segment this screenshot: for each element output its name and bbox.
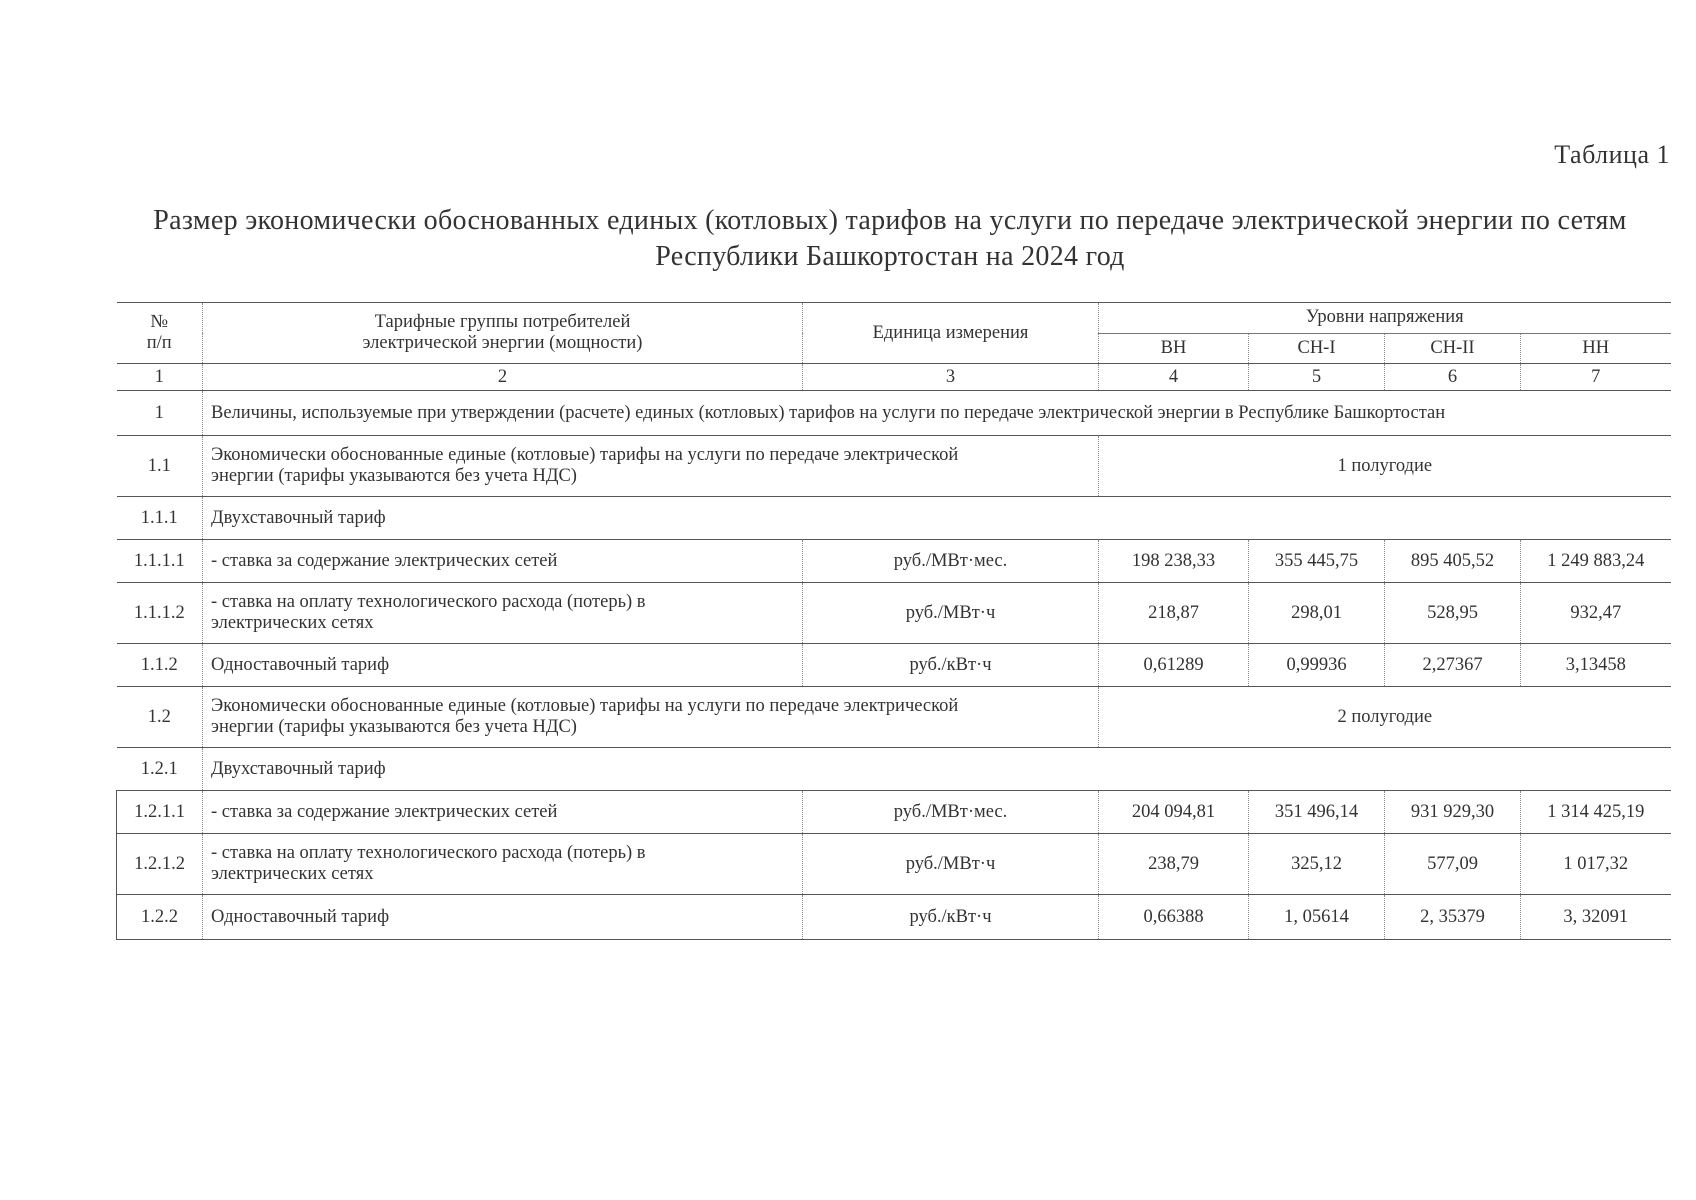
table-label: Таблица 1	[1554, 140, 1670, 169]
row-value-sn2: 577,09	[1385, 834, 1521, 895]
section-text: Величины, используемые при утверждении (расчете) единых (котловых) тарифов на услуги по передаче электрической энергии в Республике Башкортостан	[203, 391, 1671, 436]
row-value-vn: 198 238,33	[1099, 540, 1249, 583]
table-row	[117, 791, 1671, 834]
section-row	[117, 391, 1671, 436]
half-1-period: 1 полугодие	[1099, 436, 1671, 497]
header-unit: Единица измерения	[803, 303, 1099, 364]
row-text: - ставка за содержание электрических сетей	[203, 791, 803, 834]
row-value-sn2: 2, 35379	[1385, 895, 1521, 940]
row-value-sn2: 931 929,30	[1385, 791, 1521, 834]
header-groups	[203, 303, 803, 364]
row-value-vn: 0,61289	[1099, 644, 1249, 687]
row-text-line-2: электрических сетях	[211, 864, 374, 884]
row-value-sn2: 2,27367	[1385, 644, 1521, 687]
table-row	[117, 583, 1671, 644]
column-number: 4	[1099, 364, 1249, 391]
row-text: - ставка за содержание электрических сетей	[203, 540, 803, 583]
row-text: Одноставочный тариф	[203, 895, 803, 940]
half-1-two-rate-num: 1.1.1	[117, 497, 203, 540]
half-2-text	[203, 687, 1099, 748]
header-level-sn1: СН-I	[1249, 333, 1385, 364]
header-level-sn2: СН-II	[1385, 333, 1521, 364]
column-number: 5	[1249, 364, 1385, 391]
column-number: 1	[117, 364, 203, 391]
row-value-sn1: 0,99936	[1249, 644, 1385, 687]
table-row	[117, 644, 1671, 687]
row-value-nn: 1 249 883,24	[1521, 540, 1671, 583]
header-num-line-2: п/п	[146, 333, 172, 353]
row-text-line-1: - ставка на оплату технологического расхода (потерь) в	[211, 843, 646, 863]
half-2-two-rate-row	[117, 748, 1671, 791]
title-line-1: Размер экономически обоснованных единых (котловых) тарифов на услуги по передаче электрической энергии по сетям	[153, 205, 1627, 236]
half-1-two-rate-text: Двухставочный тариф	[203, 497, 1671, 540]
row-value-vn: 238,79	[1099, 834, 1249, 895]
table-row	[117, 895, 1671, 940]
row-value-vn: 204 094,81	[1099, 791, 1249, 834]
header-groups-line-1: Тарифные группы потребителей	[374, 312, 631, 332]
document-title	[110, 203, 1670, 275]
row-value-nn: 3,13458	[1521, 644, 1671, 687]
row-value-vn: 0,66388	[1099, 895, 1249, 940]
half-2-row	[117, 687, 1671, 748]
row-value-nn: 3, 32091	[1521, 895, 1671, 940]
row-unit: руб./МВт·ч	[803, 834, 1099, 895]
row-unit: руб./МВт·ч	[803, 583, 1099, 644]
row-num: 1.1.1.1	[117, 540, 203, 583]
table-row	[117, 834, 1671, 895]
row-num: 1.2.1.2	[117, 834, 203, 895]
table-row	[117, 540, 1671, 583]
row-value-sn2: 528,95	[1385, 583, 1521, 644]
row-text: Одноставочный тариф	[203, 644, 803, 687]
row-value-vn: 218,87	[1099, 583, 1249, 644]
row-num: 1.2.2	[117, 895, 203, 940]
column-number: 7	[1521, 364, 1671, 391]
row-value-sn1: 1, 05614	[1249, 895, 1385, 940]
row-unit: руб./кВт·ч	[803, 895, 1099, 940]
row-text	[203, 834, 803, 895]
row-value-sn1: 351 496,14	[1249, 791, 1385, 834]
row-value-sn1: 355 445,75	[1249, 540, 1385, 583]
half-1-text	[203, 436, 1099, 497]
row-value-nn: 1 017,32	[1521, 834, 1671, 895]
half-1-text-line-2: энергии (тарифы указываются без учета НДС)	[211, 466, 577, 486]
row-text	[203, 583, 803, 644]
half-1-row	[117, 436, 1671, 497]
row-num: 1.2.1.1	[117, 791, 203, 834]
header-groups-line-2: электрической энергии (мощности)	[362, 333, 643, 353]
row-unit: руб./МВт·мес.	[803, 791, 1099, 834]
column-numbers-row	[117, 364, 1671, 391]
row-value-sn1: 298,01	[1249, 583, 1385, 644]
header-num	[117, 303, 203, 364]
half-2-period: 2 полугодие	[1099, 687, 1671, 748]
section-num: 1	[117, 391, 203, 436]
header-num-line-1: №	[150, 312, 169, 332]
row-value-nn: 932,47	[1521, 583, 1671, 644]
half-2-num: 1.2	[117, 687, 203, 748]
row-unit: руб./кВт·ч	[803, 644, 1099, 687]
header-row	[117, 303, 1671, 334]
row-text-line-2: электрических сетях	[211, 613, 374, 633]
half-1-text-line-1: Экономически обоснованные единые (котловые) тарифы на услуги по передаче электрической	[211, 445, 959, 465]
header-level-nn: НН	[1521, 333, 1671, 364]
half-2-text-line-2: энергии (тарифы указываются без учета НДС)	[211, 717, 577, 737]
half-2-text-line-1: Экономически обоснованные единые (котловые) тарифы на услуги по передаче электрической	[211, 696, 959, 716]
column-number: 3	[803, 364, 1099, 391]
row-num: 1.1.1.2	[117, 583, 203, 644]
row-num: 1.1.2	[117, 644, 203, 687]
header-level-vn: ВН	[1099, 333, 1249, 364]
title-line-2: Республики Башкортостан на 2024 год	[655, 241, 1125, 272]
row-value-sn1: 325,12	[1249, 834, 1385, 895]
half-1-two-rate-row	[117, 497, 1671, 540]
tariff-table	[116, 302, 1671, 940]
half-2-two-rate-num: 1.2.1	[117, 748, 203, 791]
row-value-nn: 1 314 425,19	[1521, 791, 1671, 834]
half-1-num: 1.1	[117, 436, 203, 497]
half-2-two-rate-text: Двухставочный тариф	[203, 748, 1671, 791]
row-text-line-1: - ставка на оплату технологического расхода (потерь) в	[211, 592, 646, 612]
header-voltage-levels: Уровни напряжения	[1099, 303, 1671, 334]
column-number: 2	[203, 364, 803, 391]
row-unit: руб./МВт·мес.	[803, 540, 1099, 583]
column-number: 6	[1385, 364, 1521, 391]
row-value-sn2: 895 405,52	[1385, 540, 1521, 583]
